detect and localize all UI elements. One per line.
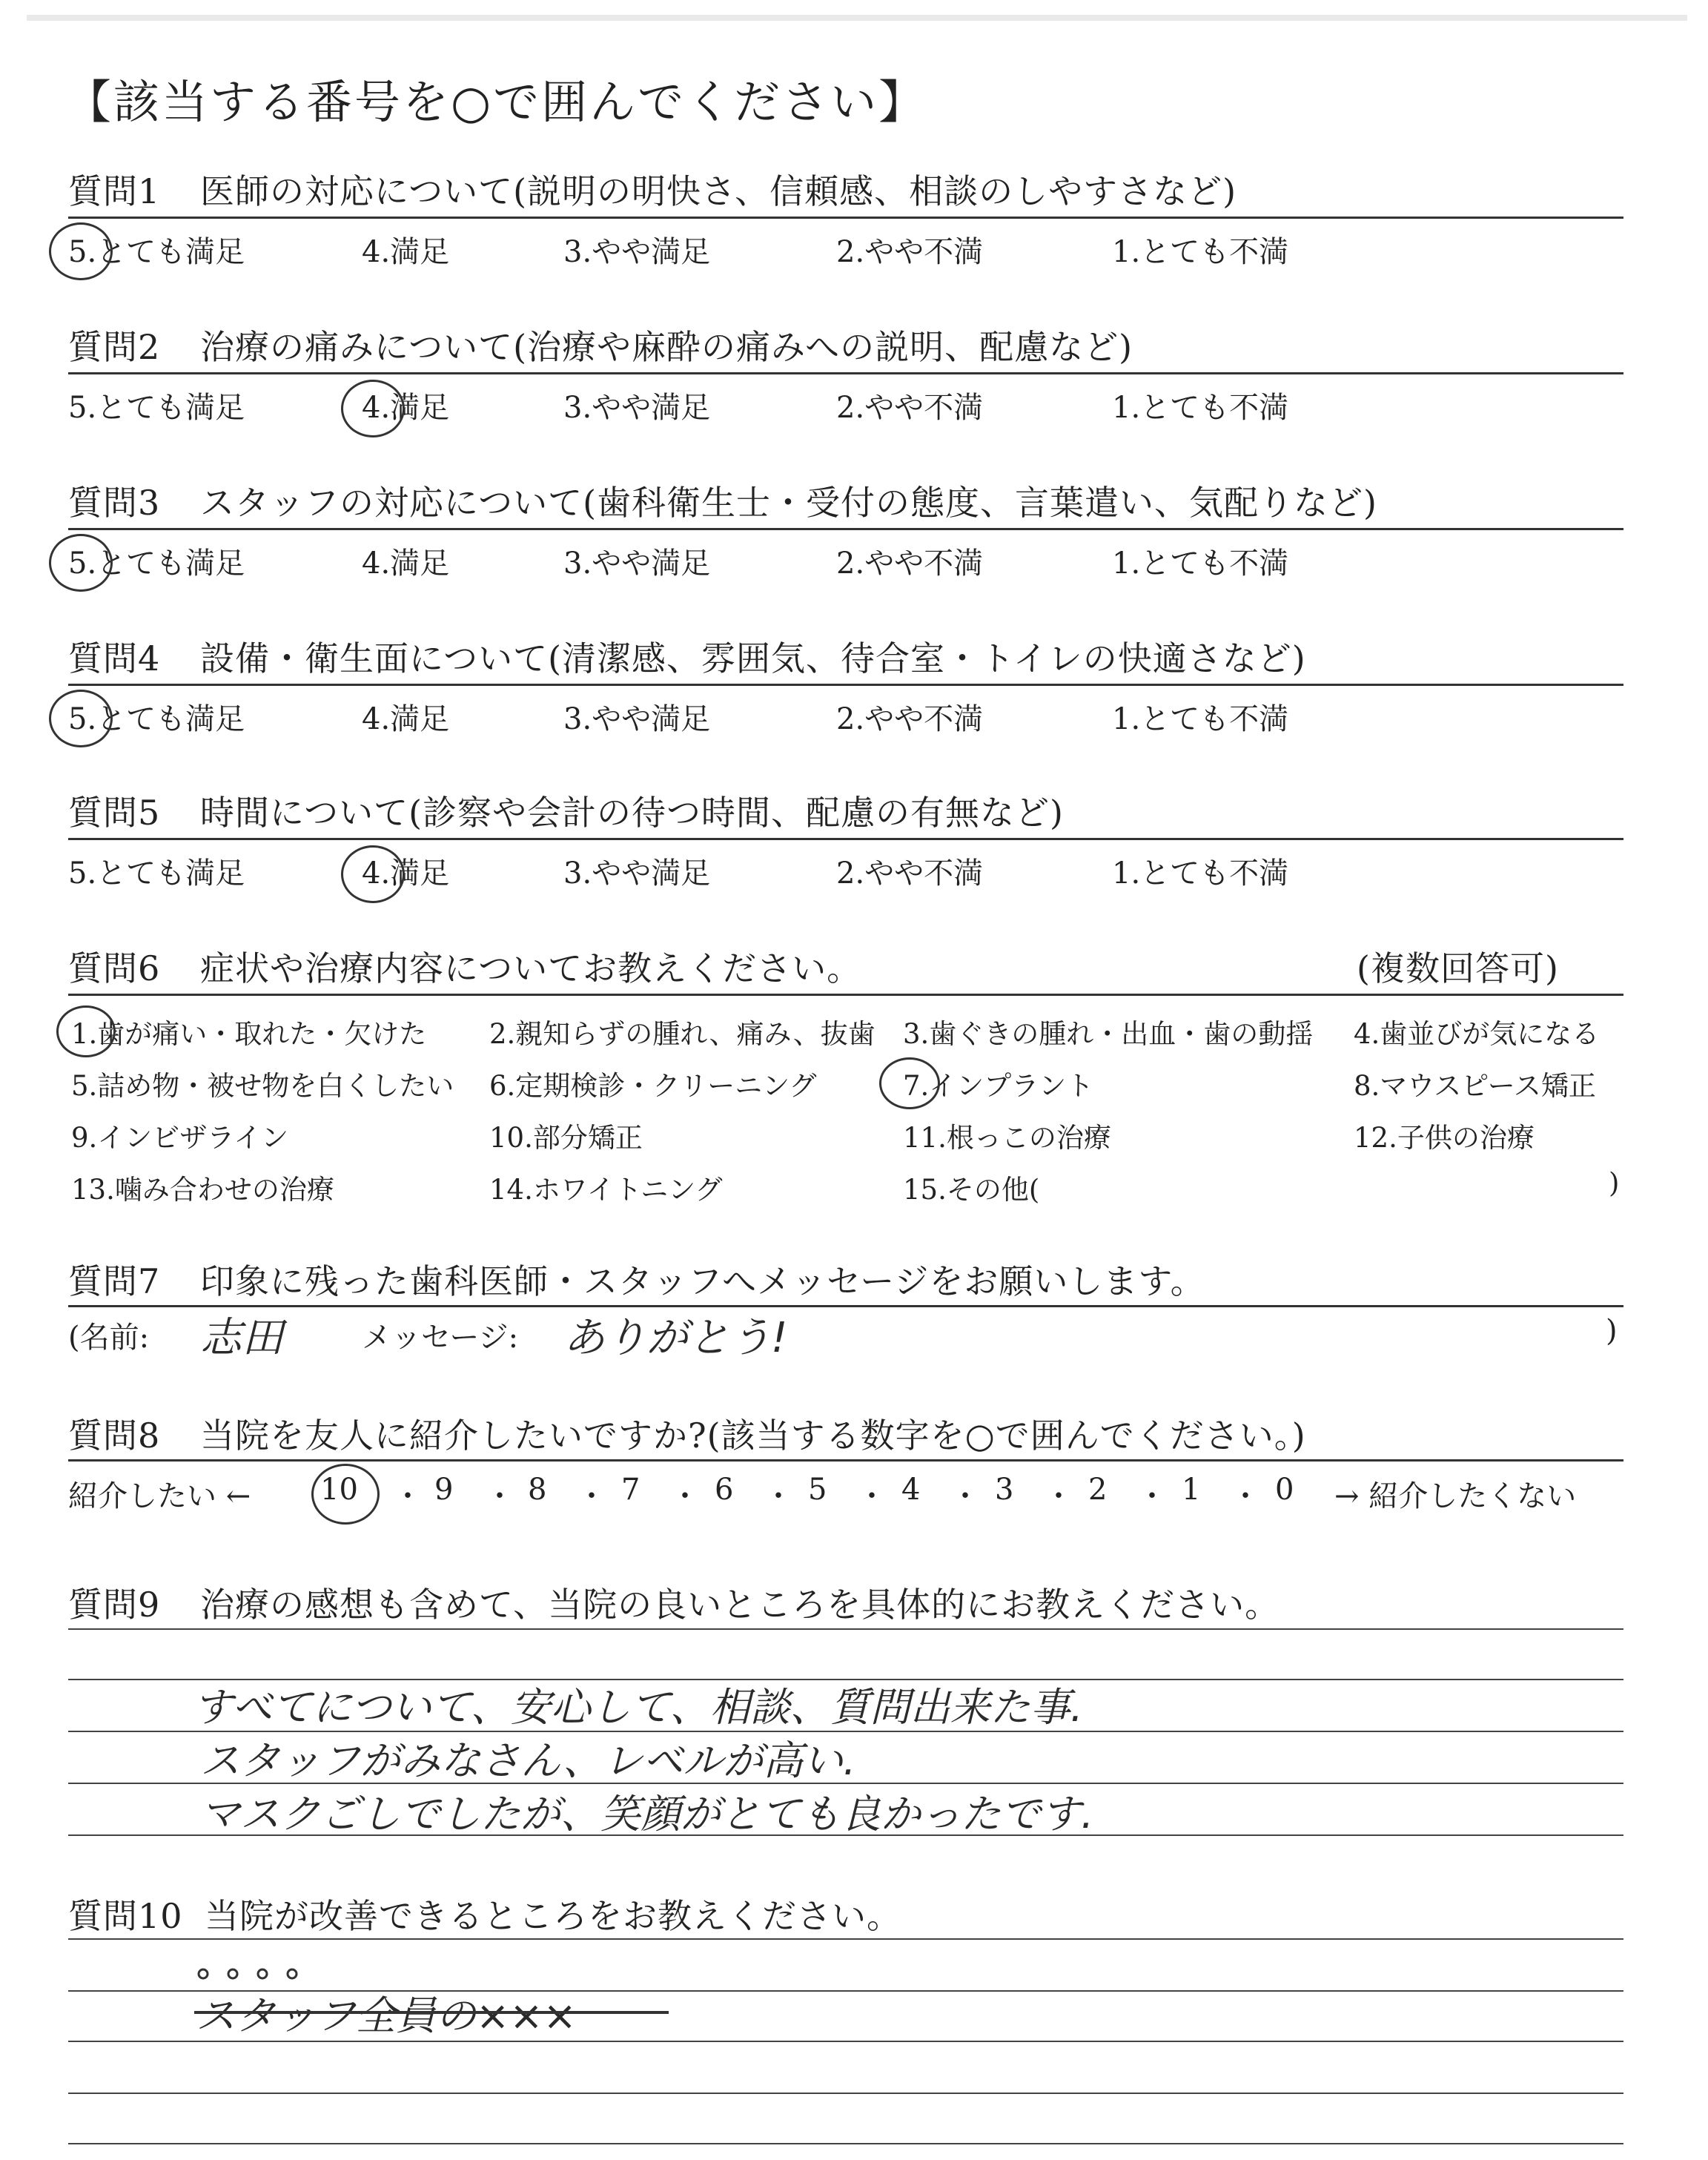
q4-rule [68, 684, 1623, 686]
q1-option-1[interactable]: 1.とても不満 [1112, 235, 1289, 269]
scan-top-edge [27, 15, 1687, 21]
q5-selected-circle [341, 845, 405, 903]
q8-left-label: 紹介したい ← [68, 1479, 251, 1513]
q10-line-5 [68, 2143, 1623, 2144]
q7-rule [68, 1305, 1623, 1307]
q4-selected-circle [49, 690, 113, 747]
q1-selected-circle [49, 222, 113, 280]
q6-selected-circle-1 [56, 1005, 116, 1057]
q8-selected-circle [311, 1464, 380, 1525]
q5-text: 時間について(診察や会計の待つ時間、配慮の有無など) [200, 793, 1064, 833]
q8-scale-5[interactable]: 5 [808, 1473, 827, 1507]
q8-dot: ・ [577, 1479, 606, 1513]
q7-close-paren: ) [1606, 1314, 1618, 1348]
q8-scale-6[interactable]: 6 [715, 1473, 734, 1507]
q6-option-11[interactable]: 11.根っこの治療 [903, 1122, 1111, 1154]
q5-option-3[interactable]: 3.やや満足 [563, 856, 711, 891]
q4-option-2[interactable]: 2.やや不満 [836, 702, 984, 736]
q1-rule [68, 217, 1623, 219]
q1-text: 医師の対応について(説明の明快さ、信頼感、相談のしやすさなど) [200, 171, 1237, 211]
q6-option-1[interactable]: 1.歯が痛い・取れた・欠けた [71, 1018, 427, 1050]
q6-option-8[interactable]: 8.マウスピース矯正 [1354, 1070, 1596, 1102]
q6-option-6[interactable]: 6.定期検診・クリーニング [489, 1070, 817, 1102]
q10-strikethrough [194, 2011, 669, 2014]
q10-label: 質問10 [68, 1896, 183, 1936]
q7-message-label: メッセージ: [362, 1321, 519, 1355]
q3-option-4[interactable]: 4.満足 [362, 546, 450, 581]
q3-option-2[interactable]: 2.やや不満 [836, 546, 984, 581]
q8-scale-0[interactable]: 0 [1275, 1473, 1294, 1507]
q6-option-2[interactable]: 2.親知らずの腫れ、痛み、抜歯 [489, 1018, 875, 1050]
q7-text: 印象に残った歯科医師・スタッフへメッセージをお願いします。 [200, 1261, 1205, 1301]
q1-option-2[interactable]: 2.やや不満 [836, 235, 984, 269]
q5-option-2[interactable]: 2.やや不満 [836, 856, 984, 891]
q9-answer-line-2[interactable]: スタッフがみなさん、レベルが高い. [200, 1737, 856, 1784]
q6-option-4[interactable]: 4.歯並びが気になる [1354, 1018, 1600, 1050]
q7-label: 質問7 [68, 1261, 161, 1301]
q10-emphasis-dots [194, 1965, 313, 1987]
q4-text: 設備・衛生面について(清潔感、雰囲気、待合室・トイレの快適さなど) [200, 638, 1306, 678]
q6-option-5[interactable]: 5.詰め物・被せ物を白くしたい [71, 1070, 454, 1102]
q2-rule [68, 372, 1623, 374]
q6-option-15[interactable]: 15.その他( [903, 1174, 1040, 1206]
q6-option-9[interactable]: 9.インビザライン [71, 1122, 289, 1154]
q10-text: 当院が改善できるところをお教えください。 [205, 1896, 901, 1936]
q8-scale-9[interactable]: 9 [434, 1473, 454, 1507]
q9-answer-line-1[interactable]: すべてについて、安心して、相談、質問出来た事. [193, 1684, 1083, 1731]
q6-option-12[interactable]: 12.子供の治療 [1354, 1122, 1535, 1154]
q2-option-1[interactable]: 1.とても不満 [1112, 391, 1289, 425]
q8-scale-7[interactable]: 7 [621, 1473, 640, 1507]
q6-option-10[interactable]: 10.部分矯正 [489, 1122, 643, 1154]
q9-label: 質問9 [68, 1585, 161, 1625]
q1-option-5[interactable]: 5.とても満足 [68, 235, 245, 269]
q4-label: 質問4 [68, 638, 161, 678]
q6-option-15-close: ) [1609, 1167, 1620, 1199]
q6-selected-circle-7 [879, 1057, 940, 1109]
q6-option-14[interactable]: 14.ホワイトニング [489, 1174, 723, 1206]
q10-line-4 [68, 2093, 1623, 2094]
q6-rule [68, 994, 1623, 996]
q3-rule [68, 528, 1623, 530]
q8-dot: ・ [764, 1479, 793, 1513]
q2-selected-circle [341, 380, 405, 437]
q8-right-label: → 紹介したくない [1334, 1479, 1577, 1513]
q1-option-3[interactable]: 3.やや満足 [563, 235, 711, 269]
q6-note: (複数回答可) [1357, 948, 1559, 988]
q8-scale-4[interactable]: 4 [901, 1473, 921, 1507]
q8-dot: ・ [857, 1479, 887, 1513]
q6-label: 質問6 [68, 948, 161, 988]
q2-text: 治療の痛みについて(治療や麻酔の痛みへの説明、配慮など) [200, 327, 1133, 367]
q2-label: 質問2 [68, 327, 161, 367]
q8-dot: ・ [1231, 1479, 1260, 1513]
q7-message-value[interactable]: ありがとう! [563, 1314, 788, 1362]
q6-text: 症状や治療内容についてお教えください。 [200, 948, 862, 988]
q5-label: 質問5 [68, 793, 161, 833]
q5-option-5[interactable]: 5.とても満足 [68, 856, 245, 891]
q3-label: 質問3 [68, 483, 161, 523]
q1-label: 質問1 [68, 171, 161, 211]
q8-dot: ・ [950, 1479, 980, 1513]
q6-option-7[interactable]: 7.インプラント [903, 1070, 1094, 1102]
q1-option-4[interactable]: 4.満足 [362, 235, 450, 269]
q6-option-3[interactable]: 3.歯ぐきの腫れ・出血・歯の動揺 [903, 1018, 1314, 1050]
q8-scale-1[interactable]: 1 [1182, 1473, 1201, 1507]
q9-text: 治療の感想も含めて、当院の良いところを具体的にお教えください。 [200, 1585, 1280, 1625]
q10-line-1 [68, 1938, 1623, 1940]
q3-text: スタッフの対応について(歯科衛生士・受付の態度、言葉遣い、気配りなど) [200, 483, 1377, 523]
q3-option-1[interactable]: 1.とても不満 [1112, 546, 1289, 581]
q4-option-3[interactable]: 3.やや満足 [563, 702, 711, 736]
q2-option-5[interactable]: 5.とても満足 [68, 391, 245, 425]
q4-option-1[interactable]: 1.とても不満 [1112, 702, 1289, 736]
q2-option-3[interactable]: 3.やや満足 [563, 391, 711, 425]
q8-scale-3[interactable]: 3 [995, 1473, 1014, 1507]
page-title: 【該当する番号を○で囲んでください】 [65, 75, 927, 129]
q5-rule [68, 838, 1623, 840]
q8-label: 質問8 [68, 1416, 161, 1456]
q8-scale-2[interactable]: 2 [1088, 1473, 1108, 1507]
q9-answer-line-3[interactable]: マスクごしでしたが、笑顔がとても良かったです. [200, 1791, 1094, 1837]
emphasis-dots-icon [194, 1965, 313, 1983]
q2-option-4[interactable]: 4.満足 [362, 391, 450, 425]
q8-dot: ・ [670, 1479, 700, 1513]
q10-answer-line-1[interactable]: スタッフ全員の××× [196, 1992, 577, 2039]
q3-option-3[interactable]: 3.やや満足 [563, 546, 711, 581]
q7-name-value[interactable]: 志田 [200, 1314, 283, 1362]
q4-option-5[interactable]: 5.とても満足 [68, 702, 245, 736]
q7-name-label: (名前: [68, 1321, 150, 1355]
q3-option-5[interactable]: 5.とても満足 [68, 546, 245, 581]
q8-dot: ・ [485, 1479, 514, 1513]
q6-option-13[interactable]: 13.噛み合わせの治療 [71, 1174, 334, 1206]
q5-option-4[interactable]: 4.満足 [362, 856, 450, 891]
q5-option-1[interactable]: 1.とても不満 [1112, 856, 1289, 891]
q8-dot: ・ [1044, 1479, 1073, 1513]
q9-line-1 [68, 1628, 1623, 1630]
q3-selected-circle [49, 534, 113, 592]
q8-dot: ・ [393, 1479, 423, 1513]
q8-scale-8[interactable]: 8 [528, 1473, 547, 1507]
q4-option-4[interactable]: 4.満足 [362, 702, 450, 736]
q2-option-2[interactable]: 2.やや不満 [836, 391, 984, 425]
q8-scale-10[interactable]: 10 [320, 1473, 358, 1507]
q8-rule [68, 1459, 1623, 1462]
q8-dot: ・ [1137, 1479, 1167, 1513]
q8-text: 当院を友人に紹介したいですか?(該当する数字を○で囲んでください。) [200, 1416, 1306, 1456]
